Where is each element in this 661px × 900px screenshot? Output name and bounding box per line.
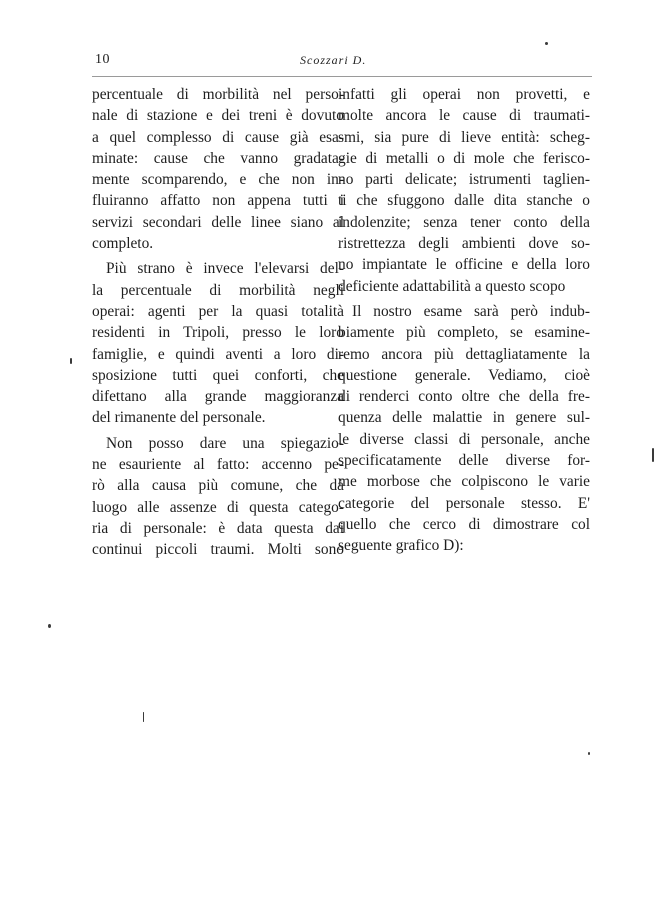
paragraph-start-line: Più strano è invece l'elevarsi del- (106, 260, 344, 278)
text-line: molte ancora le cause di traumati- (338, 107, 590, 125)
text-line: continui piccoli traumi. Molti sono (92, 541, 344, 559)
text-line: ria di personale: è data questa dai (92, 519, 344, 537)
scan-speck (652, 448, 654, 462)
text-line: quenza delle malattie in genere sul- (338, 409, 590, 427)
text-line: indolenzite; senza tener conto della (338, 213, 590, 231)
text-line: gie di metalli o di mole che ferisco- (338, 149, 590, 167)
text-line: biamente più completo, se esamine- (338, 324, 590, 342)
text-line: di renderci conto oltre che della fre- (338, 388, 590, 406)
text-line: percentuale di morbilità nel perso- (92, 86, 344, 103)
scan-speck (545, 42, 548, 45)
text-line: minate: cause che vanno gradata- (92, 149, 344, 167)
text-line: questione generale. Vediamo, cioè (338, 366, 590, 384)
text-line: ristrettezza degli ambienti dove so- (338, 235, 590, 253)
text-line: difettano alla grande maggioranza (92, 388, 344, 406)
text-line: famiglie, e quindi aventi a loro di- (92, 345, 344, 363)
scan-speck (48, 624, 51, 628)
text-line: la percentuale di morbilità negli (92, 281, 344, 299)
paragraph-start-line: Non posso dare una spiegazio- (106, 434, 344, 452)
text-line: operai: agenti per la quasi totalità (92, 302, 344, 320)
text-line: categorie del personale stesso. E' (338, 494, 590, 512)
text-line: le diverse classi di personale, anche (338, 430, 590, 448)
text-line: rò alla causa più comune, che dà (92, 477, 344, 495)
paragraph-end-line: deficiente adattabilità a questo scopo (338, 277, 566, 295)
text-line: fluiranno affatto non appena tutti i (92, 192, 344, 210)
running-head: Scozzari D. (300, 53, 367, 67)
paragraph-end-line: completo. (92, 235, 154, 253)
text-line: residenti in Tripoli, presso le loro (92, 324, 344, 342)
text-line: infatti gli operai non provetti, e (338, 86, 590, 103)
page-header (95, 52, 590, 72)
text-line: specificatamente delle diverse for- (338, 452, 590, 470)
text-line: no parti delicate; istrumenti taglien- (338, 171, 590, 189)
text-line: nale di stazione e dei treni è dovuto (92, 107, 344, 125)
paragraph-end-line: seguente grafico D): (338, 537, 464, 555)
scan-speck (143, 712, 144, 722)
text-line: luogo alle assenze di questa catego- (92, 498, 344, 516)
header-rule (92, 76, 592, 77)
scan-speck (70, 358, 72, 364)
text-line: quello che cerco di dimostrare col (338, 515, 590, 533)
text-line: servizi secondari delle linee siano al (92, 213, 344, 231)
text-line: me morbose che colpiscono le varie (338, 473, 590, 491)
text-line: ne esauriente al fatto: accenno pe- (92, 456, 344, 474)
text-line: a quel complesso di cause già esa- (92, 128, 344, 146)
text-line: no impiantate le officine e della loro (338, 256, 590, 274)
page-number: 10 (95, 52, 110, 67)
text-line: smi, sia pure di lieve entità: scheg- (338, 128, 590, 146)
paragraph-start-line: Il nostro esame sarà però indub- (352, 302, 590, 320)
paragraph-end-line: del rimanente del personale. (92, 409, 266, 427)
left-column (92, 84, 344, 561)
text-line: sposizione tutti quei conforti, che (92, 366, 344, 384)
scan-speck (588, 752, 590, 755)
text-line: remo ancora più dettagliatamente la (338, 345, 590, 363)
text-line: ti che sfuggono dalle dita stanche o (338, 192, 590, 210)
text-line: mente scomparendo, e che non in- (92, 171, 344, 189)
right-column (338, 84, 590, 557)
